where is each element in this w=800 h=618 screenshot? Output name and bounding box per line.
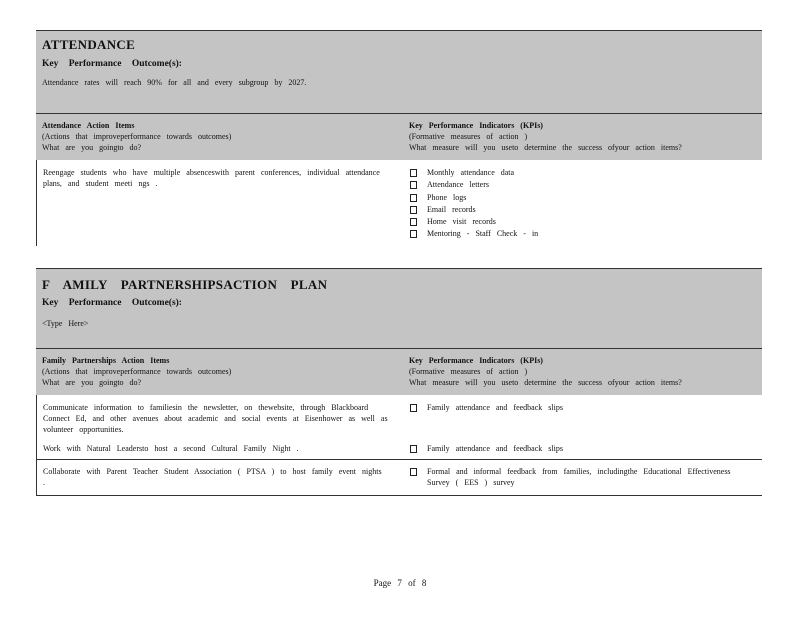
family-kpi-text: Formal and informal feedback from families, includingthe Educational Effectiveness Survey ( EES ) survey <box>427 467 731 487</box>
family-action-text: Work with Natural Leadersto host a second Cultural Family Night . <box>43 444 299 453</box>
table-row <box>36 439 762 460</box>
list-item: Phone logs <box>410 192 762 204</box>
family-kpi-text: Family attendance and feedback slips <box>427 403 563 412</box>
family-action-items-question: What are you goingto do? <box>42 378 142 387</box>
family-section <box>36 268 762 496</box>
page-number: Page 7 of 8 <box>373 578 427 588</box>
family-kp-label: Key Performance Outcome(s): <box>42 298 182 308</box>
family-action-text: Communicate information to familiesin the newsletter, on thewebsite, through Blackboard Connect Ed, and other avenues about academic and social events at Eisenhower as well as volunteer opportunities. <box>43 403 388 434</box>
attendance-kp-label: Key Performance Outcome(s): <box>42 59 182 69</box>
list-item <box>410 402 762 413</box>
attendance-kpi-list <box>404 167 762 246</box>
attendance-kpi-desc: (Formative measures of action ) <box>409 132 528 141</box>
family-kpi-heading: Key Performance Indicators (KPIs) <box>409 356 543 365</box>
family-header <box>36 268 762 348</box>
bullet-icon <box>410 194 417 202</box>
attendance-header <box>36 30 762 113</box>
family-kpi-desc: (Formative measures of action ) <box>409 367 528 376</box>
table-row <box>36 460 762 496</box>
family-action-items-desc: (Actions that improveperformance towards outcomes) <box>42 367 232 376</box>
bullet-icon <box>410 468 417 476</box>
list-item <box>410 466 762 488</box>
list-item: Attendance letters <box>410 179 762 191</box>
attendance-kpi-question: What measure will you useto determine the success ofyour action items? <box>409 143 682 152</box>
attendance-action-items-heading: Attendance Action Items <box>42 121 135 130</box>
list-item: Mentoring - Staff Check - in <box>410 228 762 240</box>
family-table-header <box>36 348 762 395</box>
bullet-icon <box>410 445 417 453</box>
attendance-table-header <box>36 113 762 160</box>
list-item: Email records <box>410 204 762 216</box>
attendance-section <box>36 30 762 246</box>
attendance-action-text: Reengage students who have multiple absenceswith parent conferences, individual attendance plans, and student meeti ngs . <box>43 168 380 188</box>
bullet-icon <box>410 181 417 189</box>
list-item <box>410 443 762 454</box>
attendance-row <box>36 160 762 246</box>
table-row <box>36 395 762 439</box>
attendance-kpi-heading: Key Performance Indicators (KPIs) <box>409 121 543 130</box>
bullet-icon <box>410 206 417 214</box>
bullet-icon <box>410 218 417 226</box>
family-action-items-heading: Family Partnerships Action Items <box>42 356 170 365</box>
family-outcome-text: <Type Here> <box>42 319 89 328</box>
bullet-icon <box>410 404 417 412</box>
family-title: F AMILY PARTNERSHIPSACTION PLAN <box>42 277 328 292</box>
bullet-icon <box>410 230 417 238</box>
list-item: Monthly attendance data <box>410 167 762 179</box>
family-kpi-text: Family attendance and feedback slips <box>427 444 563 453</box>
family-action-text: Collaborate with Parent Teacher Student Association ( PTSA ) to host family event nights . <box>43 467 382 487</box>
attendance-action-items-question: What are you goingto do? <box>42 143 142 152</box>
bullet-icon <box>410 169 417 177</box>
family-kpi-question: What measure will you useto determine the success ofyour action items? <box>409 378 682 387</box>
attendance-outcome-text: Attendance rates will reach 90% for all and every subgroup by 2027. <box>42 78 307 87</box>
list-item: Home visit records <box>410 216 762 228</box>
attendance-title: ATTENDANCE <box>42 37 136 52</box>
attendance-action-items-desc: (Actions that improveperformance towards outcomes) <box>42 132 232 141</box>
